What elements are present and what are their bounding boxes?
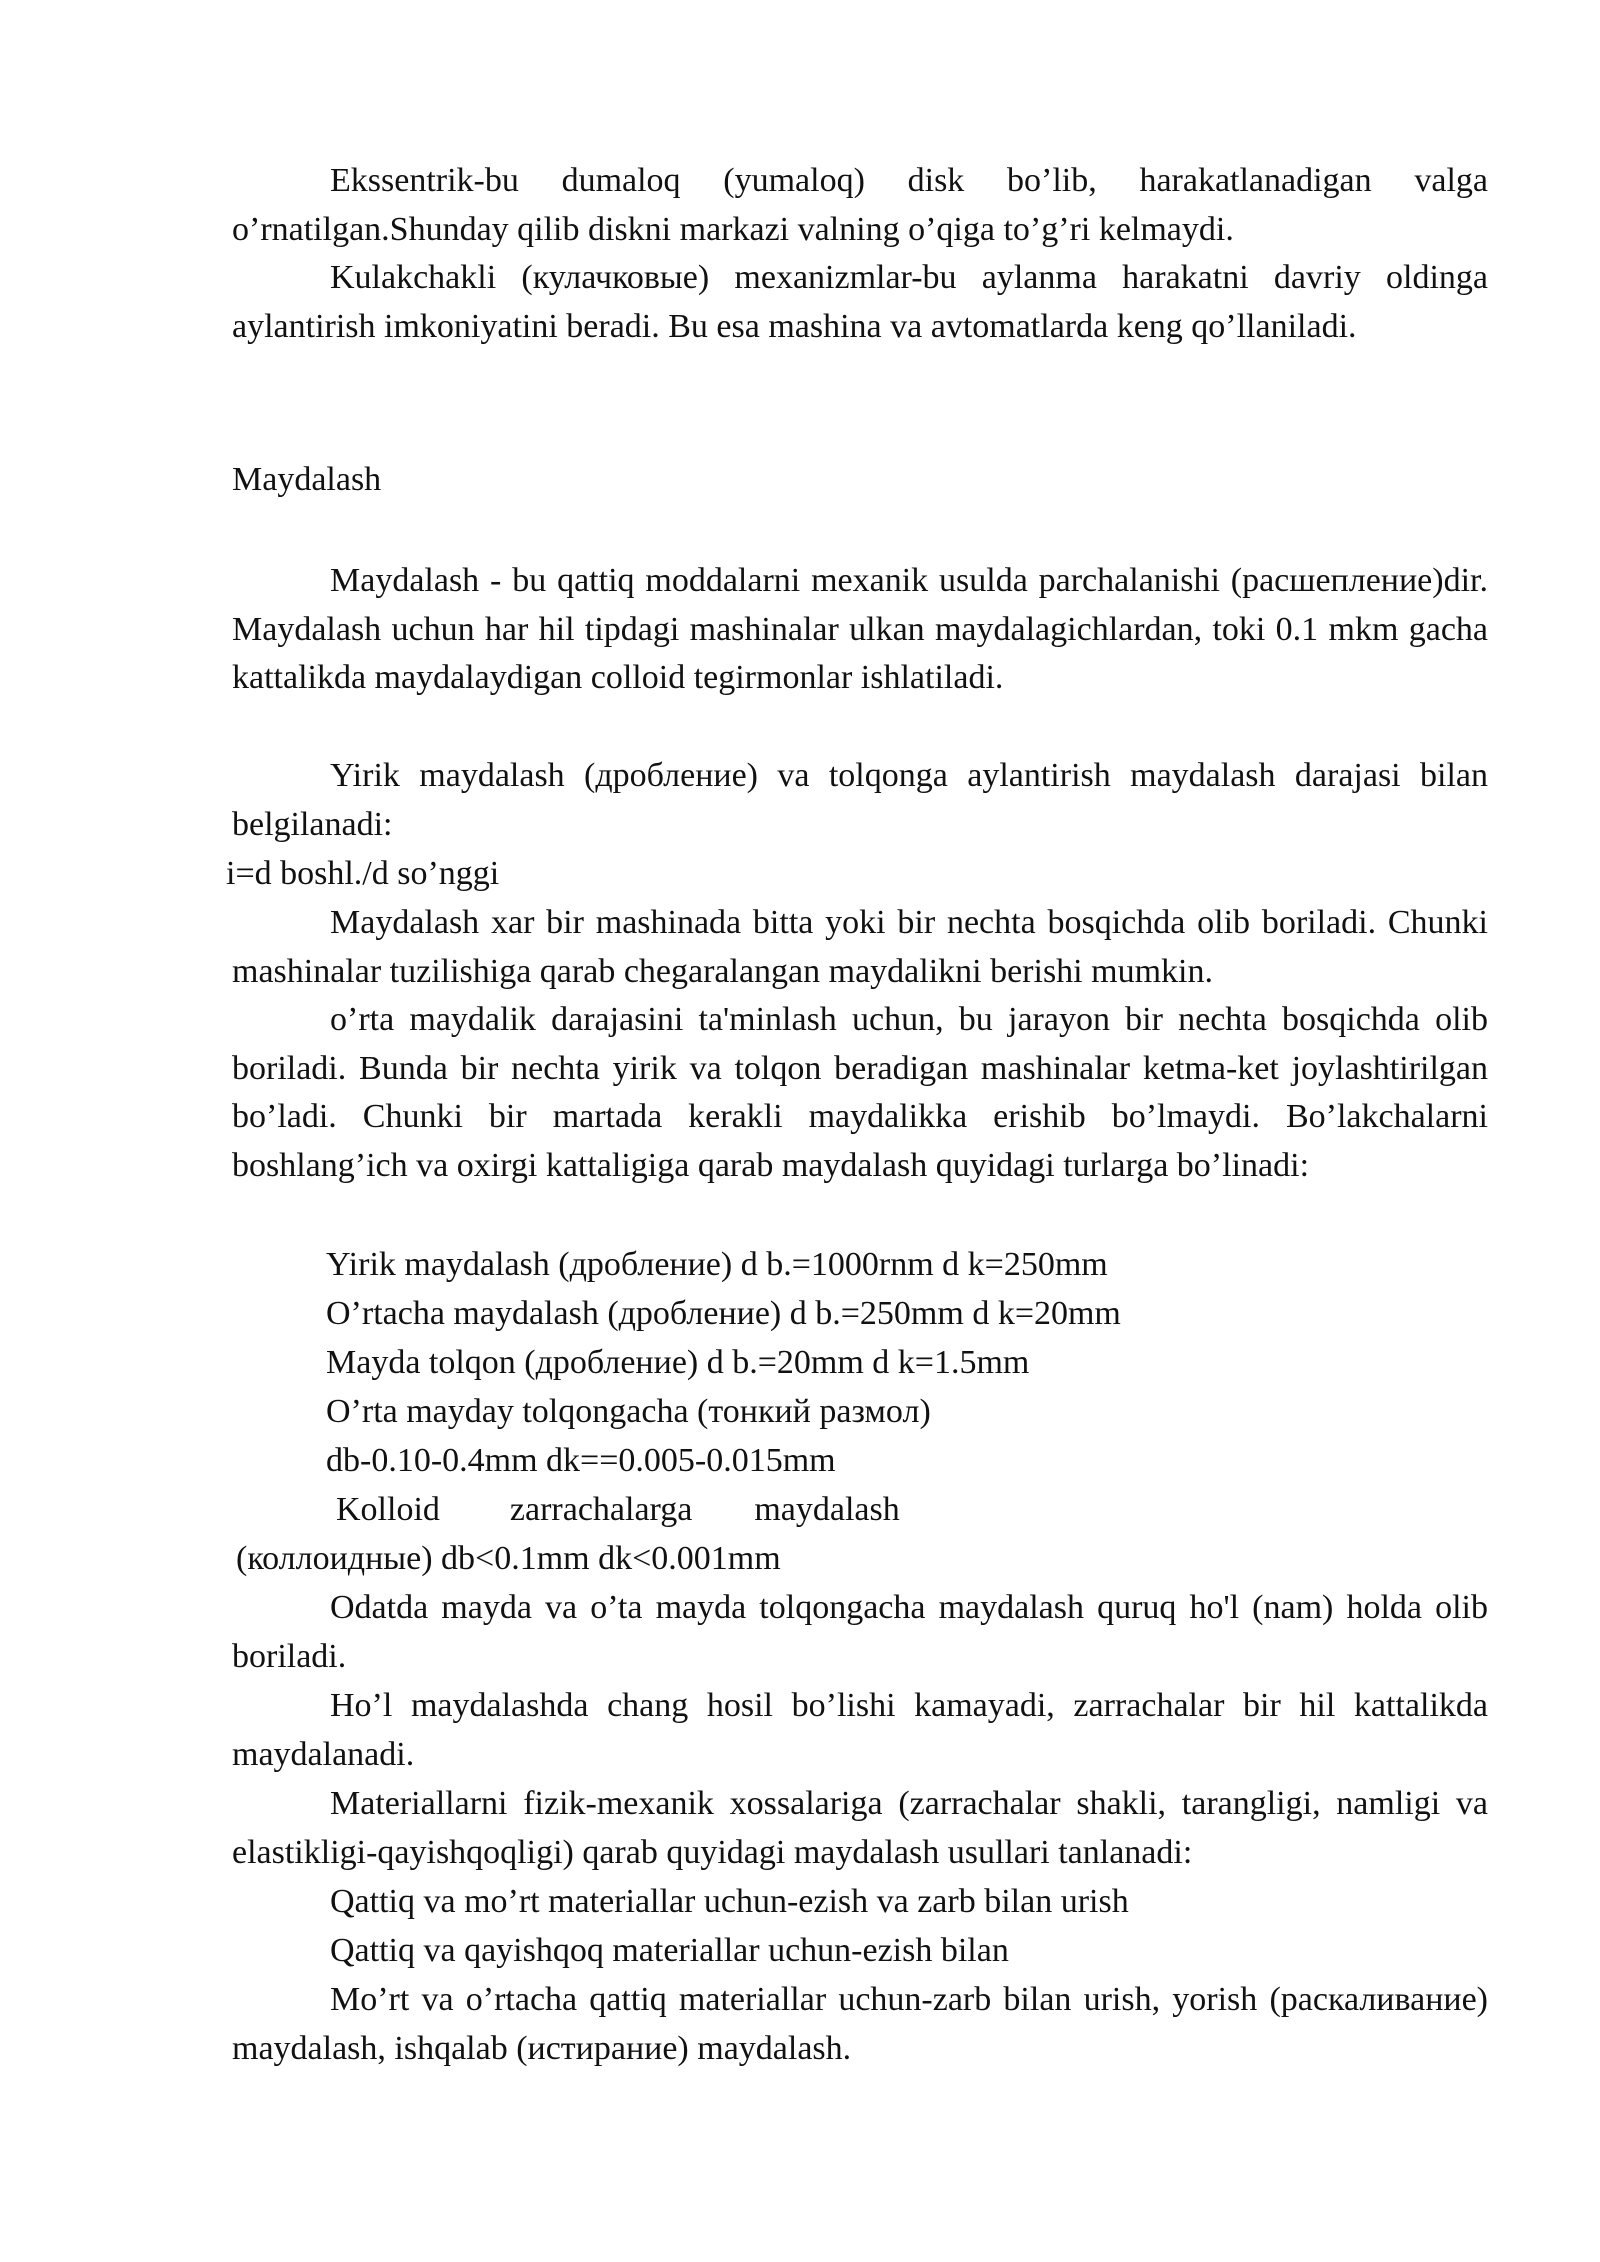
kolloid-word-3: maydalash — [754, 1491, 900, 1528]
paragraph-mort-ortacha: Mo’rt va o’rtacha qattiq materiallar uchun-zarb bilan urish, yorish (раскаливание) maydalash, ishqalab (истирание) maydalash. — [232, 1981, 1488, 2067]
paragraph-ekssentrik: Ekssentrik-bu dumaloq (yumaloq) disk bo’lib, harakatlanadigan valga o’rnatilgan.Shunday qilib diskni markazi valning o’qiga to’g’ri kelmaydi. — [232, 162, 1488, 248]
list-item-db-range: db-0.10-0.4mm dk==0.005-0.015mm — [326, 1442, 836, 1479]
paragraph-odatda: Odatda mayda va o’ta mayda tolqongacha maydalash quruq ho'l (nam) holda olib boriladi. — [232, 1589, 1488, 1675]
list-item-qattiq-mort: Qattiq va mo’rt materiallar uchun-ezish va zarb bilan urish — [330, 1883, 1129, 1920]
list-item-ortacha: O’rtacha maydalash (дробление) d b.=250mm d k=20mm — [326, 1295, 1121, 1332]
kolloid-line-2: (коллоидные) db<0.1mm dk<0.001mm — [236, 1540, 781, 1577]
paragraph-yirik-maydalash: Yirik maydalash (дробление) va tolqonga aylantirish maydalash darajasi bilan belgilanadi: — [232, 757, 1488, 843]
paragraph-bosqich: Maydalash xar bir mashinada bitta yoki bir nechta bosqichda olib boriladi. Chunki mashinalar tuzilishiga qarab chegaralangan maydalikni berishi mumkin. — [232, 904, 1488, 990]
list-item-qattiq-qayishqoq: Qattiq va qayishqoq materiallar uchun-ezish bilan — [330, 1932, 1009, 1969]
kolloid-line — [336, 1486, 900, 1534]
list-item-mayda-tolqon: Mayda tolqon (дробление) d b.=20mm d k=1.5mm — [326, 1344, 1030, 1381]
list-item-orta-mayday: O’rta mayday tolqongacha (тонкий размол) — [326, 1393, 931, 1430]
paragraph-orta-maydalik: o’rta maydalik darajasini ta'minlash uchun, bu jarayon bir nechta bosqichda olib boriladi. Bunda bir nechta yirik va tolqon beradigan mashinalar ketma-ket joylashtirilgan bo’ladi. Chunki bir martada kerakli maydalikka erishib bo’lmaydi. Bo’lakchalarni boshlang’ich va oxirgi kattaligiga qarab maydalash quyidagi turlarga bo’linadi: — [232, 1001, 1488, 1184]
section-heading: Maydalash — [232, 461, 382, 498]
paragraph-kulakchakli: Kulakchakli (кулачковые) mexanizmlar-bu aylanma harakatni davriy oldinga aylantirish imkoniyatini beradi. Bu esa mashina va avtomatlarda keng qo’llaniladi. — [232, 259, 1488, 345]
list-item-yirik: Yirik maydalash (дробление) d b.=1000rnm d k=250mm — [326, 1246, 1108, 1283]
kolloid-word-1: Kolloid — [336, 1491, 440, 1528]
kolloid-word-2: zarrachalarga — [509, 1491, 693, 1528]
paragraph-hol-maydalash: Ho’l maydalashda chang hosil bo’lishi kamayadi, zarrachalar bir hil kattalikda maydalanadi. — [232, 1687, 1488, 1773]
formula-line: i=d boshl./d so’nggi — [226, 855, 500, 892]
paragraph-materiallar: Materiallarni fizik-mexanik xossalariga (zarrachalar shakli, tarangligi, namligi va elastikligi-qayishqoqligi) qarab quyidagi maydalash usullari tanlanadi: — [232, 1785, 1488, 1871]
paragraph-maydalash-definition: Maydalash - bu qattiq moddalarni mexanik usulda parchalanishi (расшепление)dir. Maydalash uchun har hil tipdagi mashinalar ulkan maydalagichlardan, toki 0.1 mkm gacha kattalikda maydalaydigan colloid tegirmonlar ishlatiladi. — [232, 562, 1488, 696]
